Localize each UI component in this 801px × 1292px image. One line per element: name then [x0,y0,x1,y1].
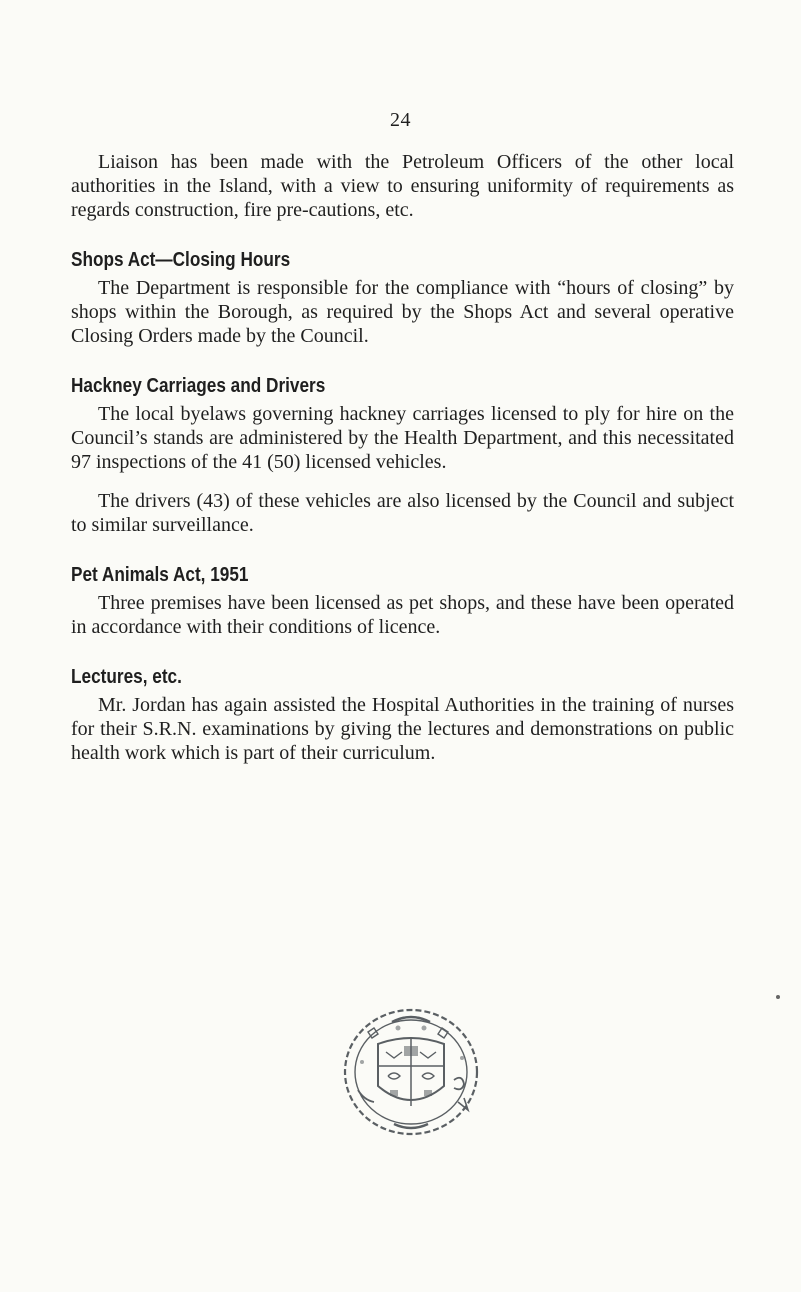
lectures-heading: Lectures, etc. [71,666,182,688]
hackney-heading: Hackney Carriages and Drivers [71,375,326,397]
petroleum-paragraph: Liaison has been made with the Petroleum Officers of the other local authorities in the Island, with a view to ensuring uniformity of requirements as regards construction, fire pre-cautions, etc. [71,151,734,221]
shops-act-heading: Shops Act—Closing Hours [71,249,291,271]
shops-act-paragraph: The Department is responsible for the compliance with “hours of closing” by shops within the Borough, as required by the Shops Act and several operative Closing Orders made by the Council. [71,277,734,347]
ink-speck [776,995,780,999]
pet-animals-heading: Pet Animals Act, 1951 [71,564,249,586]
hackney-paragraph-2: The drivers (43) of these vehicles are also licensed by the Council and subject to similar surveillance. [71,490,734,536]
page-number: 24 [390,109,411,131]
lectures-paragraph: Mr. Jordan has again assisted the Hospital Authorities in the training of nurses for their S.R.N. examinations by giving the lectures and demonstrations on public health work which is part of their curriculum. [71,694,734,764]
hackney-paragraph-1: The local byelaws governing hackney carriages licensed to ply for hire on the Council’s stands are administered by the Health Department, and this necessitated 97 inspections of the 41 (50) licensed vehicles. [71,403,734,473]
document-body [71,150,734,765]
library-seal-icon [338,1002,484,1142]
pet-animals-paragraph: Three premises have been licensed as pet shops, and these have been operated in accordance with their conditions of licence. [71,592,734,638]
